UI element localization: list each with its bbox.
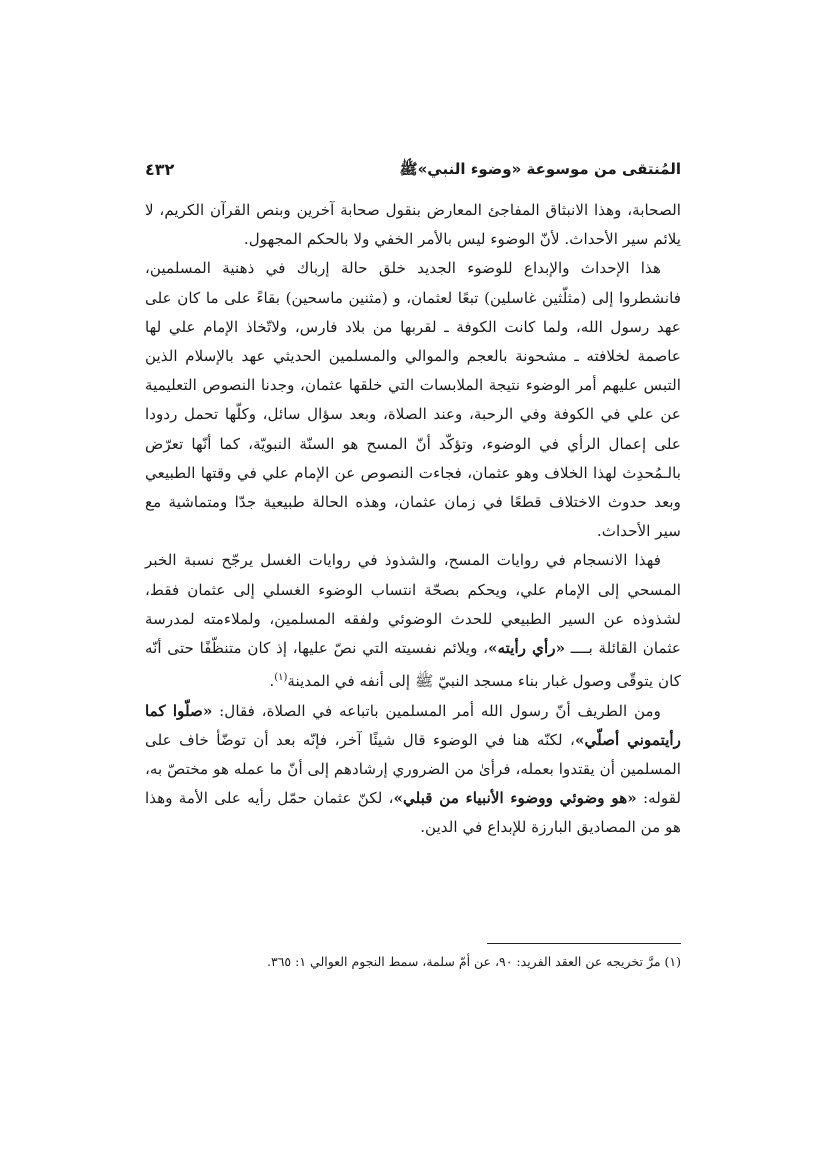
hadith-quote: «صلّوا كما رأيتموني أصلّي» (145, 701, 681, 749)
paragraph-text: ومن الطريف أنّ رسول الله أمر المسلمين باتباعه في الصلاة، فقال: (212, 701, 661, 720)
paragraph-text: . (269, 672, 275, 691)
paragraph-text: هذا الإحداث والإبداع للوضوء الجديد خلق حالة إرباك في ذهنية المسلمين، فانشطروا إلى (مثلّثين غاسلين) تبعًا لعثمان، و (مثنين ماسحين) بقاءً على ما كان على عهد رسول الله، ولما كانت الكوفة ـ لقربها من بلاد فارس، ولاتّخاذ الإمام علي لها عاصمة لخلافته ـ مشحونة بالعجم والموالي والمسلمين الحديثي عهد بالإسلام الذين التبس عليهم أمر الوضوء نتيجة الملابسات التي خلقها عثمان، وجدنا النصوص التعليمية عن علي في الكوفة وفي الرحبة، وعند الصلاة، وبعد سؤال سائل، وكلّها تحمل ردودا على إعمال الرأي في الوضوء، وتؤكّد أنّ المسح هو السنّة النبويّة، كما أنّها تعرّض بالـمُحدِث لهذا الخلاف وهو عثمان، فجاءت النصوص عن الإمام علي في وقتها الطبيعي وبعد حدوث الاختلاف قطعًا في زمان عثمان، وهذه الحالة طبيعية جدّا ومتماشية مع سير الأحداث. (145, 259, 681, 541)
paragraph-4 (145, 697, 681, 843)
body-text (145, 196, 681, 843)
footnote-divider (487, 943, 681, 944)
page-number: ٤٣٢ (145, 160, 175, 179)
page-header (145, 160, 681, 186)
quoted-phrase: «رأي رأيته» (488, 639, 566, 658)
paragraph-text: ، لكنّ عثمان حمّل رأيه على الأمة وهذا هو من المصاديق البارزة للإبداع في الدين. (145, 789, 681, 837)
paragraph-3 (145, 546, 681, 696)
paragraph-text: ، ويلائم نفسيته التي نصّ عليها، إذ كان متنظّفًا حتى أنّه كان يتوقّى وصول غبار بناء مسجد النبيّ ﷺ إلى أنفه في المدينة (145, 639, 681, 691)
paragraph-text: ، لكنّه هنا في الوضوء قال شيئًا آخر، فإنّه بعد أن توضّأ خاف على المسلمين أن يقتدوا بعمله، فرأىٰ من الضروري إرشادهم إلى أنّ ما عمله هو مختصّ به، لقوله: (145, 730, 682, 808)
paragraph-text: فهذا الانسجام في روايات المسح، والشذوذ في روايات الغسل يرجّح نسبة الخبر المسحي إلى الإمام علي، ويحكم بصحّة انتساب الوضوء الغسلي إلى عثمان فقط، لشذوذه عن السير الطبيعي للحدث الوضوئي ولفقه المسلمين، ولملاءمته لمدرسة عثمان القائلة بــــ (145, 551, 681, 658)
hadith-quote: «هو وضوئي ووضوء الأنبياء من قبلي» (393, 789, 637, 808)
paragraph-2 (145, 254, 681, 546)
paragraph-text: الصحابة، وهذا الانبثاق المفاجئ المعارض بنقول صحابة آخرين وبنص القرآن الكريم، لا يلائم سير الأحداث. لأنّ الوضوء ليس بالأمر الخفي ولا بالحكم المجهول. (145, 201, 681, 249)
running-title: المُنتقى من موسوعة «وضوء النبي»ﷺ (399, 160, 681, 178)
footnote-reference[interactable]: (١) (274, 672, 288, 684)
paragraph-1 (145, 196, 681, 254)
footnote: (١) مرَّ تخريجه عن العقد الفريد: ٩٠، عن أمّ سلمة، سمط النجوم العوالي ١: ٣٦٥. (267, 954, 681, 969)
